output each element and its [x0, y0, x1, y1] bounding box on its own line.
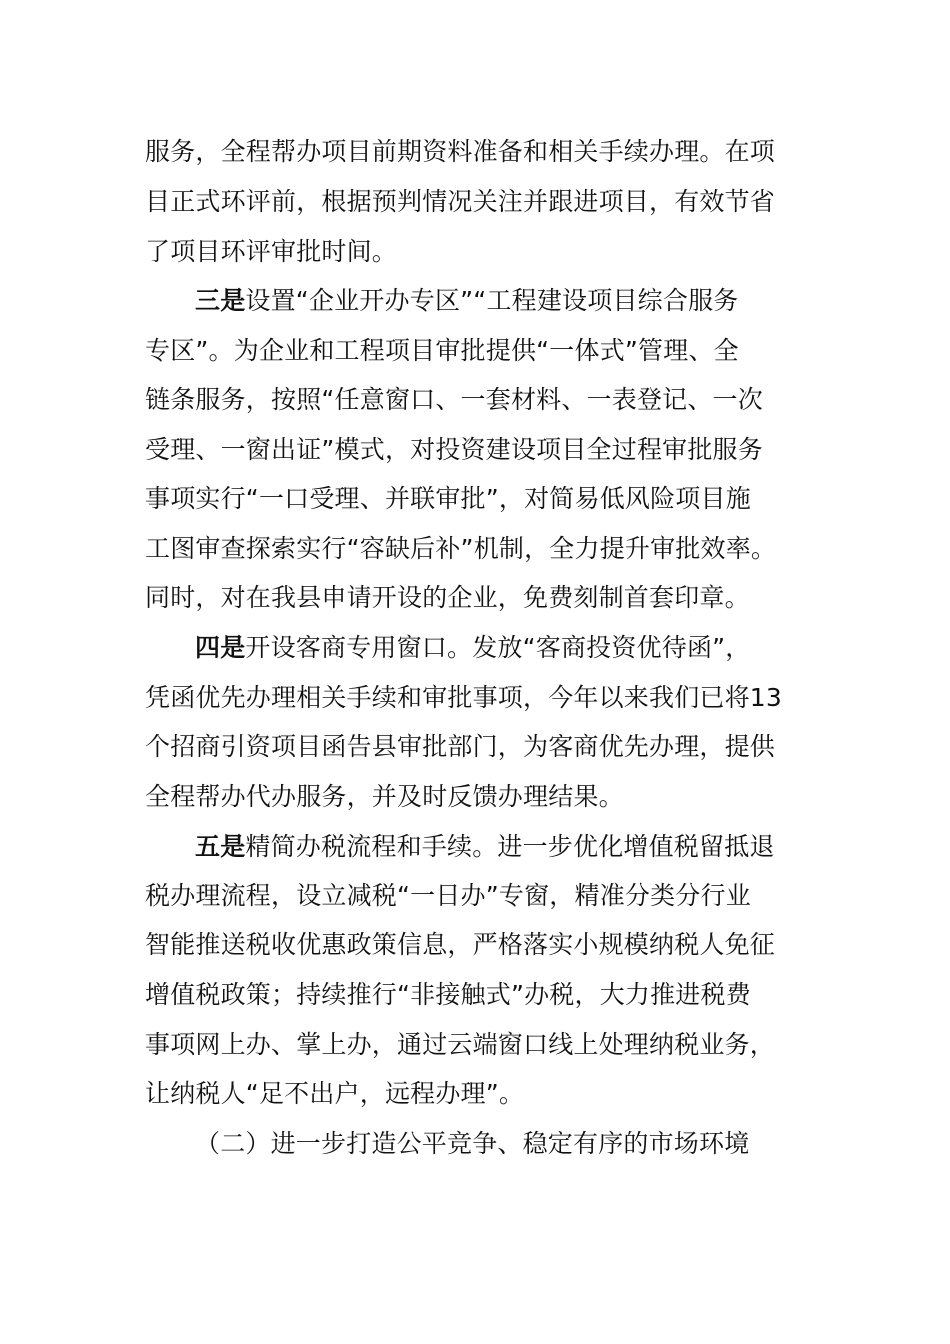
paragraph-first-line: [195, 822, 855, 872]
paragraph-line: 事项网上办、掌上办，通过云端窗口线上处理纳税业务，: [145, 1030, 776, 1059]
paragraph-line: 凭函优先办理相关手续和审批事项，今年以来我们已将13: [145, 683, 783, 712]
paragraph-line: 个招商引资项目函告县审批部门，为客商优先办理，提供: [145, 732, 776, 761]
paragraph-line: 服务，全程帮办项目前期资料准备和相关手续办理。在项: [145, 137, 776, 166]
paragraph-line: 智能推送税收优惠政策信息，严格落实小规模纳税人免征: [145, 930, 776, 959]
paragraph-first-line-text: 精简办税流程和手续。进一步优化增值税留抵退: [245, 832, 775, 861]
paragraph-line: 目正式环评前，根据预判情况关注并跟进项目，有效节省: [145, 187, 776, 216]
paragraph-line: 专区”。为企业和工程项目审批提供“一体式”管理、全: [145, 336, 739, 365]
paragraph-lead: 三是: [195, 286, 246, 315]
section-heading: （二）进一步打造公平竞争、稳定有序的市场环境: [195, 1129, 750, 1158]
paragraph-lead: 四是: [195, 633, 246, 662]
paragraph-line: 了项目环评审批时间。: [145, 237, 398, 266]
paragraph-line: 受理、一窗出证”模式，对投资建设项目全过程审批服务: [145, 435, 763, 464]
paragraph-first-line-text: 开设客商专用窗口。发放“客商投资优待函”，: [245, 633, 751, 662]
paragraph-first-line: [195, 623, 855, 673]
paragraph-lead: 五是: [195, 832, 246, 861]
paragraph-line: 事项实行“一口受理、并联审批”，对简易低风险项目施: [145, 484, 751, 513]
paragraph-line: 增值税政策；持续推行“非接触式”办税，大力推进税费: [145, 980, 751, 1009]
paragraph-first-line: [195, 276, 855, 326]
paragraph-line: 链条服务，按照“任意窗口、一套材料、一表登记、一次: [145, 385, 763, 414]
paragraph-line: 让纳税人“足不出户，远程办理”。: [145, 1079, 525, 1108]
paragraph-line: 同时，对在我县申请开设的企业，免费刻制首套印章。: [145, 583, 750, 612]
paragraph-line: 工图审查探索实行“容缺后补”机制，全力提升审批效率。: [145, 534, 777, 563]
paragraph-line: 全程帮办代办服务，并及时反馈办理结果。: [145, 782, 624, 811]
paragraph-first-line-text: 设置“企业开办专区”“工程建设项目综合服务: [245, 286, 739, 315]
paragraph-line: 税办理流程，设立减税“一日办”专窗，精准分类分行业: [145, 881, 751, 910]
